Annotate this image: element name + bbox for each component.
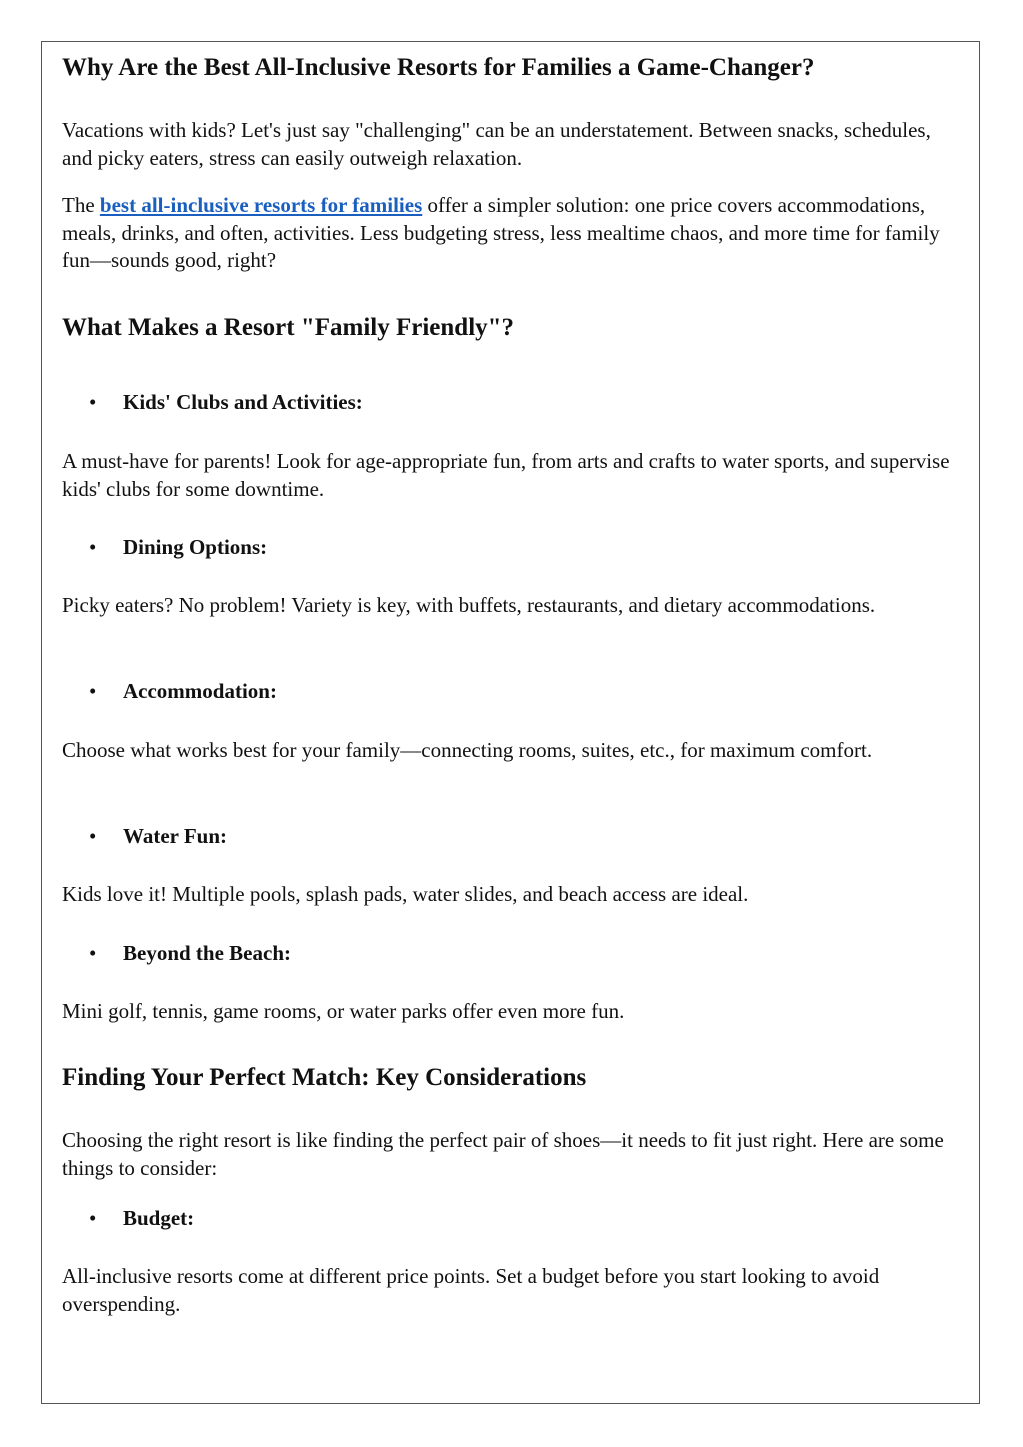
- bullet-title: Water Fun:: [123, 824, 228, 848]
- link-paragraph-lead: The: [62, 193, 100, 217]
- link-paragraph: [62, 192, 962, 275]
- bullet-body-kids-clubs: A must-have for parents! Look for age-appropriate fun, from arts and crafts to water sports, and supervise kids' clubs for some downtime.: [62, 449, 950, 501]
- bullet-title: Kids' Clubs and Activities:: [123, 390, 363, 414]
- section-heading-family-friendly: What Makes a Resort "Family Friendly"?: [62, 314, 515, 341]
- bullet-icon: •: [89, 390, 97, 414]
- bullet-icon: •: [89, 824, 97, 848]
- bullet-title: Budget:: [123, 1206, 195, 1230]
- link-paragraph-rest: offer a simpler solution: one price covers accommodations, meals, drinks, and often, activities. Less budgeting stress, less mealtime chaos, and more time for family fun—sounds good, right?: [62, 193, 940, 272]
- perfect-match-intro: Choosing the right resort is like finding the perfect pair of shoes—it needs to fit just right. Here are some things to consider:: [62, 1128, 944, 1180]
- bullet-title: Dining Options:: [123, 535, 268, 559]
- section-heading-perfect-match: Finding Your Perfect Match: Key Considerations: [62, 1064, 587, 1091]
- bullet-title: Accommodation:: [123, 679, 277, 703]
- best-resorts-link[interactable]: best all-inclusive resorts for families: [99, 193, 423, 217]
- bullet-icon: •: [89, 941, 97, 965]
- bullet-icon: •: [89, 679, 97, 703]
- bullet-body-budget: All-inclusive resorts come at different price points. Set a budget before you start looking to avoid overspending.: [62, 1264, 880, 1316]
- bullet-body-beyond-beach: Mini golf, tennis, game rooms, or water parks offer even more fun.: [62, 999, 625, 1023]
- bullet-body-accommodation: Choose what works best for your family—connecting rooms, suites, etc., for maximum comfort.: [62, 738, 873, 762]
- bullet-icon: •: [89, 1206, 97, 1230]
- bullet-body-dining: Picky eaters? No problem! Variety is key, with buffets, restaurants, and dietary accommodations.: [62, 593, 876, 617]
- intro-paragraph: Vacations with kids? Let's just say "challenging" can be an understatement. Between snacks, schedules, and picky eaters, stress can easily outweigh relaxation.: [62, 118, 931, 170]
- bullet-title: Beyond the Beach:: [123, 941, 291, 965]
- bullet-body-water-fun: Kids love it! Multiple pools, splash pads, water slides, and beach access are ideal.: [62, 882, 749, 906]
- bullet-icon: •: [89, 535, 97, 559]
- section-heading-why: Why Are the Best All-Inclusive Resorts for Families a Game-Changer?: [62, 54, 815, 81]
